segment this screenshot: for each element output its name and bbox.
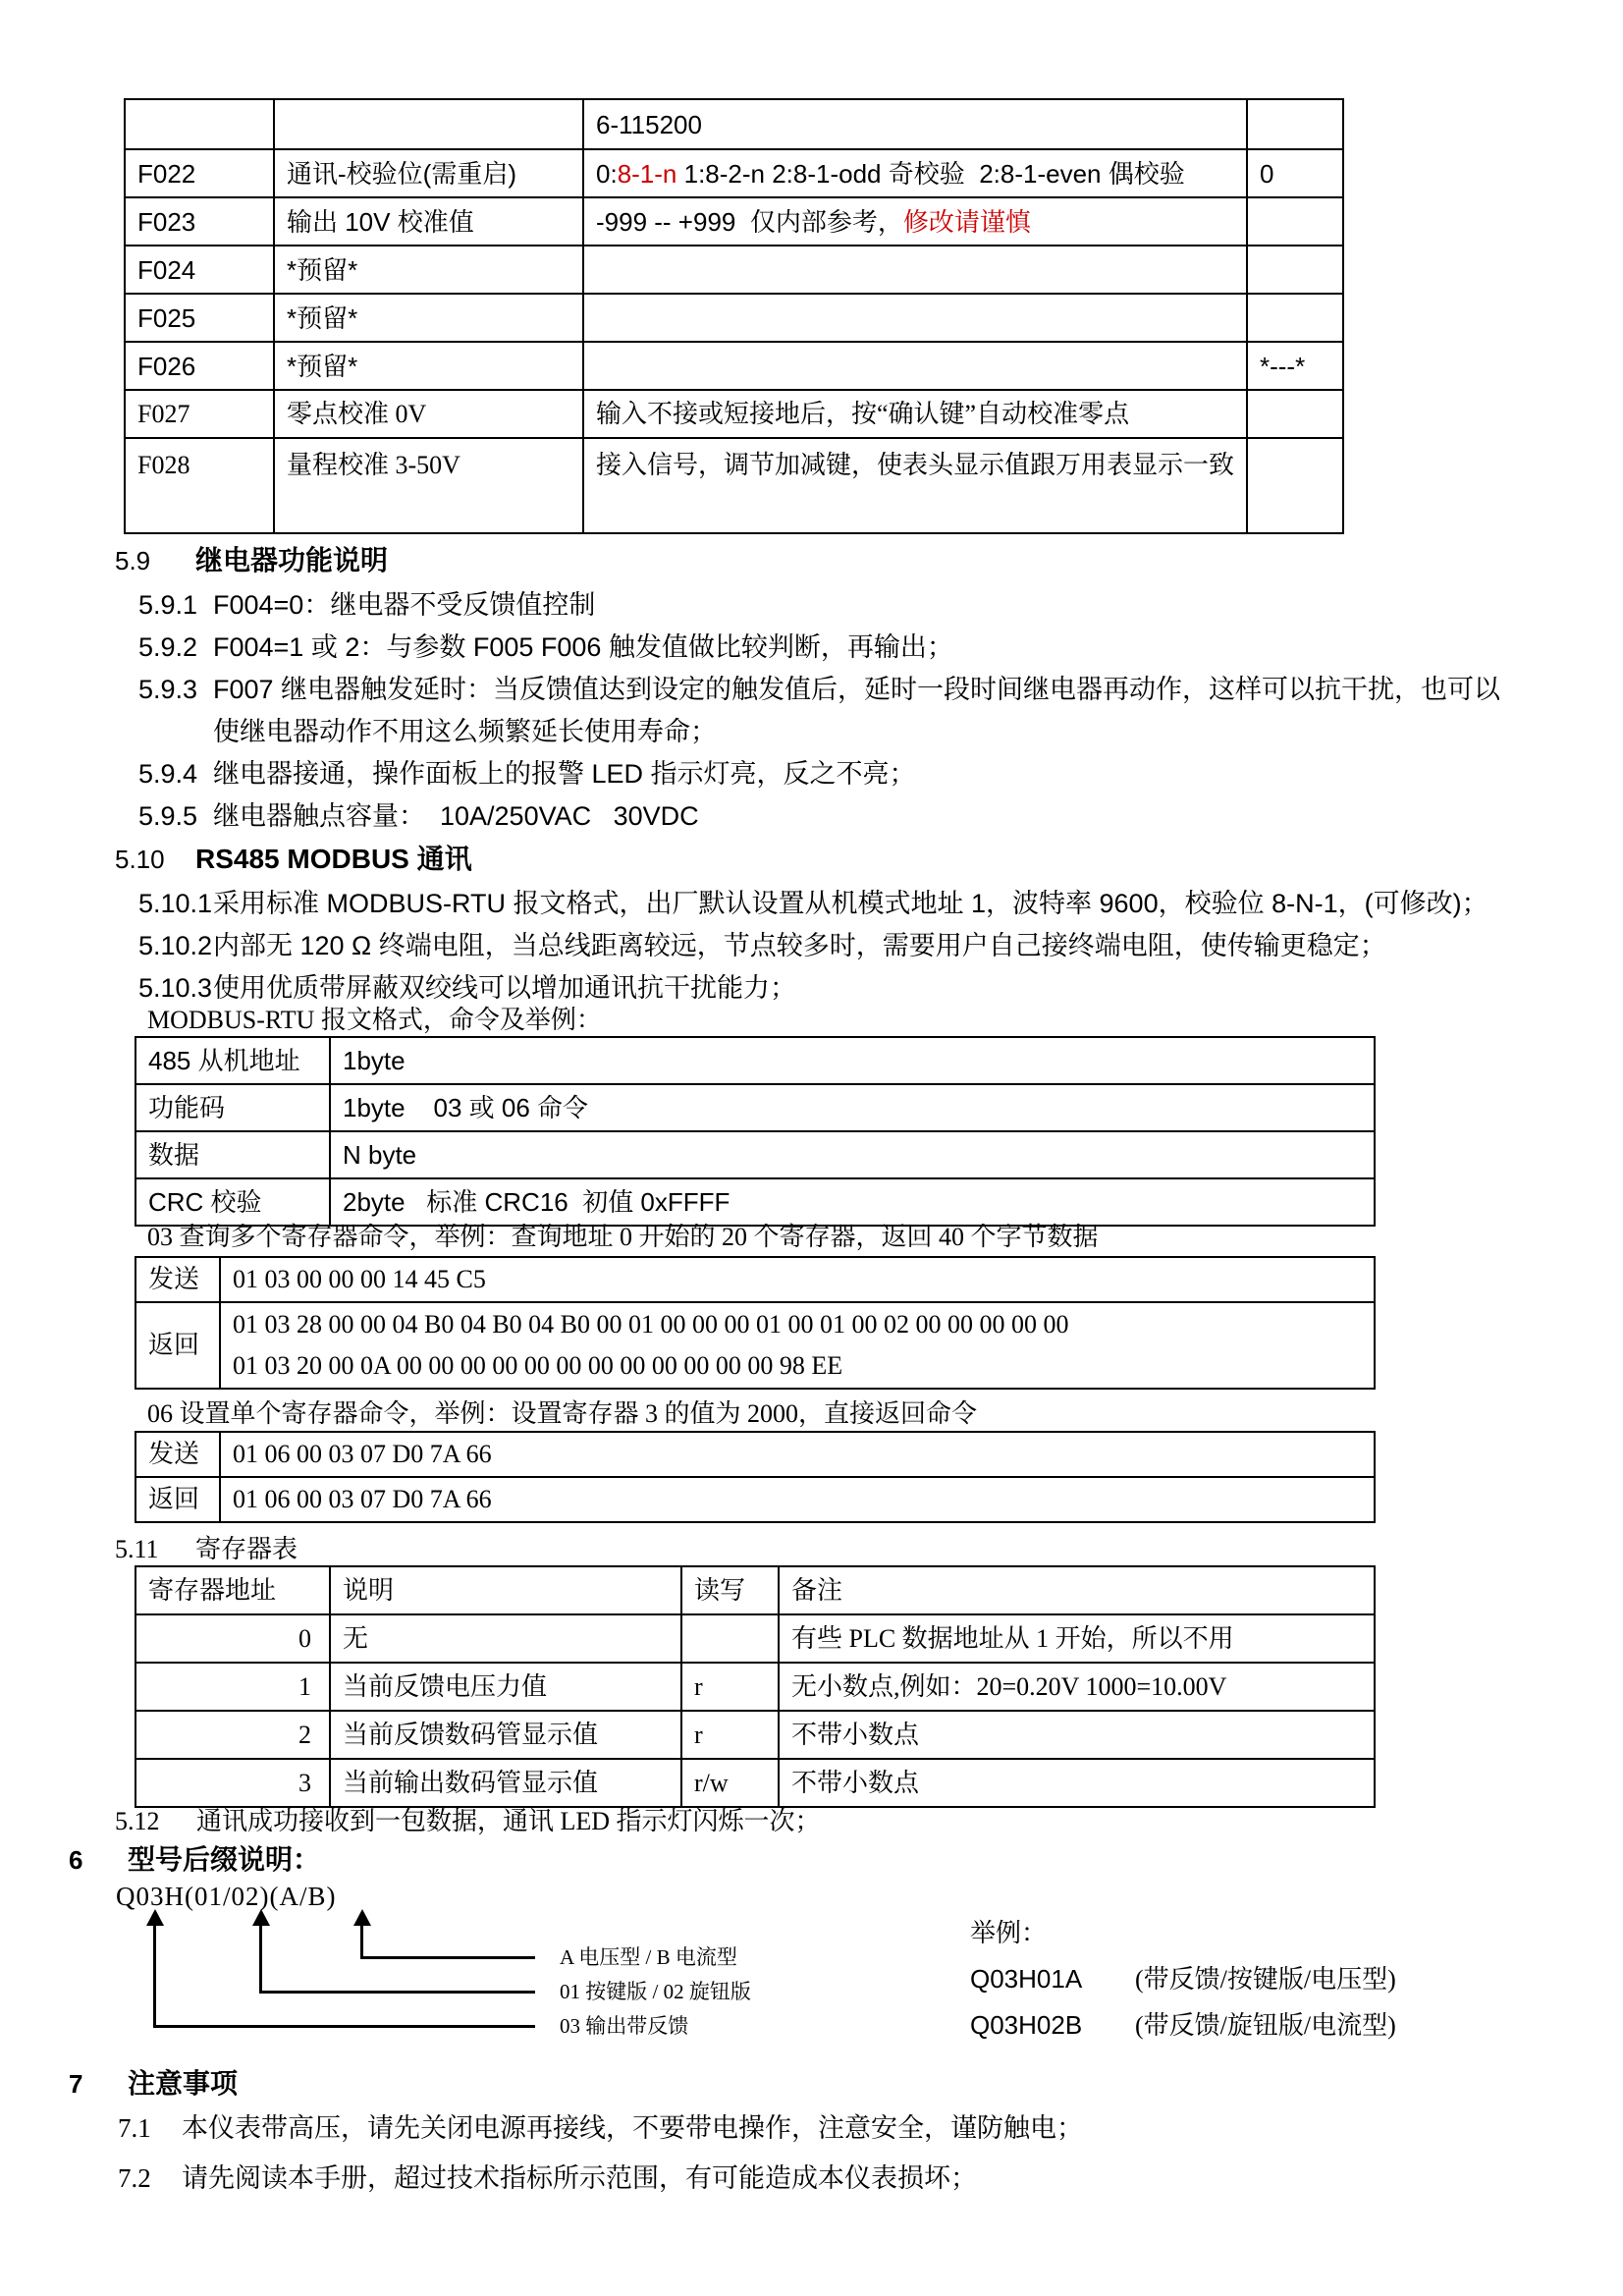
examples-list [970, 1956, 1396, 2049]
table-cell: 数据 [135, 1131, 330, 1178]
item-number: 5.9.5 [138, 801, 198, 831]
table-cell: *---* [1247, 342, 1343, 390]
table-cell: F028 [125, 438, 274, 533]
section-title: 继电器功能说明 [195, 545, 389, 575]
section-5-12 [115, 1800, 821, 1842]
table-row [125, 99, 1343, 149]
item-text: 请先阅读本手册，超过技术指标所示范围，有可能造成本仪表损坏； [182, 2163, 977, 2193]
table-cell: *预留* [274, 342, 583, 390]
table-cell: F026 [125, 342, 274, 390]
list-item [0, 669, 1623, 753]
table-cell: 0 [1247, 149, 1343, 197]
item-text: F004=1 或 2：与参数 F005 F006 触发值做比较判断，再输出； [213, 632, 953, 662]
table-cell: 不带小数点 [779, 1759, 1375, 1807]
text-segment: 1:8-2-n 2:8-1-odd 奇校验 2:8-1-even 偶校验 [676, 158, 1185, 189]
table-cell [681, 1614, 779, 1663]
list-item [0, 584, 1623, 627]
connector-line [153, 1925, 156, 2028]
item-number: 5.9.3 [138, 675, 198, 704]
table-cell [1247, 197, 1343, 246]
table-cell: 接入信号，调节加减键，使表头显示值跟万用表显示一致 [583, 438, 1247, 533]
table-cell: r [681, 1711, 779, 1759]
table-cell: 零点校准 0V [274, 390, 583, 438]
query03-intro: 03 查询多个寄存器命令，举例：查询地址 0 开始的 20 个寄存器，返回 40 个字节数据 [147, 1223, 1099, 1251]
table-cell [1247, 246, 1343, 294]
connector-line [360, 1956, 535, 1959]
hex-line: 01 03 00 00 00 14 45 C5 [233, 1265, 486, 1293]
table-cell: *预留* [274, 294, 583, 342]
table-row [125, 342, 1343, 390]
section-text: 通讯成功接收到一包数据，通讯 LED 指示灯闪烁一次； [196, 1807, 821, 1835]
table-row [125, 438, 1343, 533]
table-cell: 无小数点,例如：20=0.20V 1000=10.00V [779, 1663, 1375, 1711]
section-7-heading [69, 2062, 238, 2105]
table-row [135, 1432, 1375, 1477]
model-description: (带反馈/按键版/电压型) [1135, 1965, 1396, 1994]
table-cell: 发送 [135, 1432, 220, 1477]
table-cell: F023 [125, 197, 274, 246]
table-row [135, 1131, 1375, 1178]
parameter-table [124, 98, 1344, 534]
hex-line: 01 06 00 03 07 D0 7A 66 [233, 1440, 492, 1468]
hex-line: 01 03 28 00 00 04 B0 04 B0 04 B0 00 01 00 00 00 01 00 01 00 02 00 00 00 00 00 [233, 1310, 1069, 1339]
table-cell [220, 1432, 1375, 1477]
section-number: 5.9 [115, 546, 151, 575]
table-cell [583, 294, 1247, 342]
table-cell [1247, 294, 1343, 342]
connector-line [153, 2025, 535, 2028]
model-example-row [970, 1956, 1396, 2002]
column-header: 寄存器地址 [135, 1566, 330, 1614]
section-5-10-heading [115, 838, 472, 881]
examples-title: 举例： [970, 1919, 1048, 1947]
item-text: F007 继电器触发延时：当反馈值达到设定的触发值后，延时一段时间继电器再动作，这样可以抗干扰，也可以使继电器动作不用这么频繁延长使用寿命； [213, 675, 1501, 746]
item-number: 5.9.2 [138, 632, 198, 662]
item-number: 5.10.2 [138, 931, 213, 960]
table-cell [220, 1257, 1375, 1302]
column-header: 说明 [330, 1566, 681, 1614]
item-text: 继电器接通，操作面板上的报警 LED 指示灯亮，反之不亮； [213, 759, 916, 789]
model-code: Q03H02B [970, 2010, 1083, 2040]
table-cell: 0 [135, 1614, 330, 1663]
diagram-label: 03 输出带反馈 [560, 2014, 689, 2038]
column-header: 读写 [681, 1566, 779, 1614]
list-item [0, 753, 1623, 795]
table-row [125, 197, 1343, 246]
table-cell: F022 [125, 149, 274, 197]
table-cell: 2byte 标准 CRC16 初值 0xFFFF [330, 1178, 1375, 1226]
table-row [135, 1477, 1375, 1522]
list-item [0, 2158, 1623, 2200]
arrow-up-icon [252, 1909, 270, 1926]
table-cell: 返回 [135, 1302, 220, 1389]
arrow-up-icon [146, 1909, 164, 1926]
table-cell: r/w [681, 1759, 779, 1807]
table-cell: 当前反馈电压力值 [330, 1663, 681, 1711]
section-7-items [0, 2107, 1623, 2208]
model-code: Q03H01A [970, 1964, 1083, 1994]
section-title: 型号后缀说明： [128, 1844, 321, 1875]
list-item [0, 883, 1623, 925]
item-text: 采用标准 MODBUS-RTU 报文格式，出厂默认设置从机模式地址 1，波特率 9600，校验位 8-N-1，(可修改)； [213, 889, 1488, 918]
table-cell: 1 [135, 1663, 330, 1711]
item-number: 7.1 [118, 2113, 151, 2143]
table-cell [274, 99, 583, 149]
item-text: 本仪表带高压，请先关闭电源再接线，不要带电操作，注意安全，谨防触电； [182, 2113, 1083, 2143]
item-text: F004=0：继电器不受反馈值控制 [213, 590, 596, 620]
section-number: 5.10 [115, 845, 165, 874]
table-cell [583, 246, 1247, 294]
arrow-up-icon [353, 1909, 371, 1926]
table-row [125, 294, 1343, 342]
table-cell: N byte [330, 1131, 1375, 1178]
item-text: 继电器触点容量： 10A/250VAC 30VDC [213, 801, 699, 831]
table-header-row [135, 1566, 1375, 1614]
table-cell: 发送 [135, 1257, 220, 1302]
table-cell: 当前反馈数码管显示值 [330, 1711, 681, 1759]
section-number: 7 [69, 2069, 83, 2099]
table-cell [1247, 390, 1343, 438]
connector-line [259, 1991, 535, 1994]
table-cell: 6-115200 [583, 99, 1247, 149]
register-table [135, 1565, 1376, 1808]
table-cell: 当前输出数码管显示值 [330, 1759, 681, 1807]
list-item [0, 795, 1623, 838]
table-row [135, 1037, 1375, 1084]
text-segment: 0: [596, 158, 618, 189]
modbus-note: MODBUS-RTU 报文格式，命令及举例： [147, 1006, 602, 1034]
table-cell: 功能码 [135, 1084, 330, 1131]
diagram-label: A 电压型 / B 电流型 [560, 1945, 737, 1969]
item-number: 7.2 [118, 2163, 151, 2193]
column-header: 备注 [779, 1566, 1375, 1614]
table-row [135, 1663, 1375, 1711]
table-cell: 1byte [330, 1037, 1375, 1084]
item-number: 5.10.3 [138, 973, 213, 1003]
diagram-label: 01 按键版 / 02 旋钮版 [560, 1980, 751, 2003]
table-row [135, 1084, 1375, 1131]
table-cell: *预留* [274, 246, 583, 294]
connector-line [259, 1925, 262, 1994]
section-6-heading [69, 1838, 320, 1882]
section-title: 注意事项 [128, 2068, 239, 2099]
table-cell [125, 99, 274, 149]
model-description: (带反馈/旋钮版/电流型) [1135, 2011, 1396, 2040]
model-code: Q03H(01/02)(A/B) [116, 1882, 337, 1911]
section-5-9-heading [115, 539, 388, 582]
table-cell [583, 149, 1247, 197]
table-cell: F025 [125, 294, 274, 342]
section-number: 5.11 [115, 1535, 159, 1563]
table-row [135, 1711, 1375, 1759]
set06-intro: 06 设置单个寄存器命令，举例：设置寄存器 3 的值为 2000，直接返回命令 [147, 1399, 978, 1428]
model-example-row [970, 2002, 1396, 2049]
list-item [0, 627, 1623, 669]
table-row [135, 1302, 1375, 1389]
table-cell: 通讯-校验位(需重启) [274, 149, 583, 197]
section-number: 5.12 [115, 1807, 160, 1835]
text-segment: 修改请谨慎 [902, 206, 1031, 237]
table-cell: r [681, 1663, 779, 1711]
section-5-9-items [0, 584, 1623, 838]
table-cell: F027 [125, 390, 274, 438]
table-row [125, 246, 1343, 294]
item-number: 5.10.1 [138, 889, 213, 918]
modbus-format-table [135, 1036, 1376, 1227]
table-cell [220, 1302, 1375, 1389]
text-segment: -999 -- +999 仅内部参考， [596, 206, 903, 237]
connector-line [360, 1925, 363, 1959]
item-text: 使用优质带屏蔽双绞线可以增加通讯抗干扰能力； [213, 973, 796, 1003]
list-item [0, 925, 1623, 967]
list-item [0, 2107, 1623, 2150]
table-row [135, 1178, 1375, 1226]
query03-table [135, 1256, 1376, 1390]
table-cell: 量程校准 3-50V [274, 438, 583, 533]
table-cell [1247, 438, 1343, 533]
table-cell [220, 1477, 1375, 1522]
item-number: 5.9.4 [138, 759, 198, 789]
table-cell [583, 197, 1247, 246]
table-cell: 485 从机地址 [135, 1037, 330, 1084]
table-cell: 输出 10V 校准值 [274, 197, 583, 246]
table-cell: 不带小数点 [779, 1711, 1375, 1759]
section-title: RS485 MODBUS 通讯 [195, 844, 472, 874]
section-5-10-items [0, 883, 1623, 1010]
hex-line: 01 03 20 00 0A 00 00 00 00 00 00 00 00 00 00 00 00 98 EE [233, 1351, 843, 1380]
section-number: 6 [69, 1845, 83, 1875]
table-cell: 3 [135, 1759, 330, 1807]
item-text: 内部无 120 Ω 终端电阻，当总线距离较远，节点较多时，需要用户自己接终端电阻，使传输更稳定； [213, 931, 1386, 960]
text-segment: 8-1-n [617, 158, 677, 189]
set06-table [135, 1431, 1376, 1523]
table-row [125, 149, 1343, 197]
table-cell: 2 [135, 1711, 330, 1759]
table-row [135, 1257, 1375, 1302]
table-row [135, 1614, 1375, 1663]
model-examples [970, 1911, 1396, 2049]
table-cell [1247, 99, 1343, 149]
table-cell: CRC 校验 [135, 1178, 330, 1226]
section-title: 寄存器表 [195, 1535, 298, 1563]
table-cell: 输入不接或短接地后，按“确认键”自动校准零点 [583, 390, 1247, 438]
table-cell: 1byte 03 或 06 命令 [330, 1084, 1375, 1131]
table-cell: 无 [330, 1614, 681, 1663]
table-row [125, 390, 1343, 438]
item-number: 5.9.1 [138, 590, 198, 620]
table-cell: 有些 PLC 数据地址从 1 开始，所以不用 [779, 1614, 1375, 1663]
hex-line: 01 06 00 03 07 D0 7A 66 [233, 1485, 492, 1513]
table-cell [583, 342, 1247, 390]
table-cell: 返回 [135, 1477, 220, 1522]
table-cell: F024 [125, 246, 274, 294]
